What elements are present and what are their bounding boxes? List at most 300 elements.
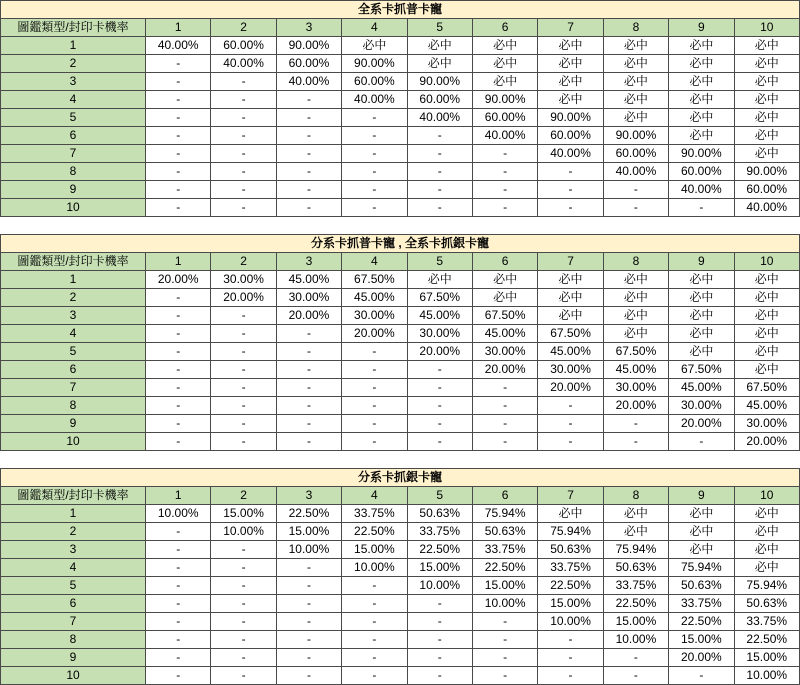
probability-cell: 50.63% [603,559,668,577]
probability-cell: - [146,343,211,361]
probability-cell: 必中 [734,91,799,109]
table-row [1,523,800,541]
row-header: 9 [1,415,146,433]
probability-cell: - [146,433,211,451]
probability-cell: 必中 [734,145,799,163]
table-row [1,361,800,379]
probability-cell: - [342,379,407,397]
row-header: 9 [1,649,146,667]
row-header: 1 [1,505,146,523]
probability-cell: - [407,397,472,415]
row-header: 4 [1,559,146,577]
probability-cell: 必中 [472,289,537,307]
probability-cell: 75.94% [669,559,734,577]
column-header: 8 [603,19,668,37]
probability-cell: 20.00% [276,307,341,325]
row-header: 8 [1,163,146,181]
corner-header: 圖鑑類型/封印卡機率 [1,253,146,271]
probability-cell: 90.00% [538,109,603,127]
probability-cell: 22.50% [407,541,472,559]
probability-cell: 22.50% [276,505,341,523]
probability-cell: 75.94% [734,577,799,595]
row-header: 8 [1,397,146,415]
probability-cell: 20.00% [669,649,734,667]
probability-cell: 必中 [734,541,799,559]
probability-cell: 必中 [669,307,734,325]
probability-cell: 60.00% [276,55,341,73]
probability-cell: - [211,91,276,109]
probability-cell: - [342,181,407,199]
probability-cell: - [146,289,211,307]
table-row [1,343,800,361]
row-header: 6 [1,595,146,613]
probability-cell: - [211,433,276,451]
probability-cell: 10.00% [342,559,407,577]
table-row [1,289,800,307]
probability-cell: 必中 [669,73,734,91]
probability-cell: 必中 [538,307,603,325]
table-row [1,145,800,163]
probability-cell: 20.00% [407,343,472,361]
table-row [1,55,800,73]
probability-cell: - [538,667,603,685]
probability-cell: 22.50% [669,613,734,631]
probability-cell: 必中 [734,523,799,541]
probability-cell: - [276,433,341,451]
probability-cell: - [146,199,211,217]
probability-cell: 15.00% [669,631,734,649]
column-header: 9 [669,487,734,505]
table-row [1,379,800,397]
probability-cell: - [146,631,211,649]
probability-cell: 20.00% [146,271,211,289]
probability-cell: 90.00% [472,91,537,109]
probability-cell: 必中 [669,343,734,361]
probability-cell: - [342,361,407,379]
probability-cell: - [146,559,211,577]
table-header-row [1,487,800,505]
table-title-row [1,1,800,19]
probability-cell: - [603,415,668,433]
column-header: 10 [734,19,799,37]
probability-cell: - [472,145,537,163]
probability-cell: 必中 [669,91,734,109]
column-header: 3 [276,253,341,271]
probability-cell: 90.00% [669,145,734,163]
probability-cell: - [538,397,603,415]
probability-cell: - [342,415,407,433]
probability-cell: - [211,667,276,685]
probability-cell: - [146,325,211,343]
probability-cell: 必中 [669,289,734,307]
probability-cell: 30.00% [472,343,537,361]
probability-cell: 90.00% [276,37,341,55]
probability-cell: - [603,649,668,667]
probability-cell: 必中 [734,73,799,91]
column-header: 5 [407,19,472,37]
probability-cell: 45.00% [472,325,537,343]
table-row [1,541,800,559]
probability-cell: 45.00% [342,289,407,307]
probability-cell: - [211,379,276,397]
probability-cell: - [342,109,407,127]
probability-cell: 75.94% [538,523,603,541]
column-header: 8 [603,487,668,505]
probability-cell: 必中 [407,55,472,73]
probability-cell: 必中 [734,127,799,145]
table-row [1,163,800,181]
table-row [1,595,800,613]
probability-cell: 必中 [603,73,668,91]
probability-cell: 30.00% [342,307,407,325]
probability-cell: 必中 [342,37,407,55]
table-title: 分系卡抓普卡寵 , 全系卡抓銀卡寵 [1,235,800,253]
probability-cell: - [146,361,211,379]
probability-cell: 30.00% [538,361,603,379]
probability-cell: 必中 [603,307,668,325]
table-row [1,37,800,55]
probability-cell: - [276,379,341,397]
probability-cell: 40.00% [407,109,472,127]
probability-cell: 必中 [538,73,603,91]
table-row [1,73,800,91]
probability-cell: 必中 [669,325,734,343]
probability-cell: - [276,127,341,145]
column-header: 7 [538,253,603,271]
probability-cell: - [146,379,211,397]
probability-cell: 30.00% [211,271,276,289]
probability-cell: 10.00% [211,523,276,541]
probability-cell: 90.00% [342,55,407,73]
table-row [1,631,800,649]
probability-cell: - [407,415,472,433]
row-header: 4 [1,91,146,109]
table-row [1,433,800,451]
probability-cell: 必中 [603,109,668,127]
probability-cell: 10.00% [603,631,668,649]
probability-cell: - [603,199,668,217]
row-header: 4 [1,325,146,343]
probability-cell: - [146,595,211,613]
probability-cell: - [211,199,276,217]
probability-cell: 20.00% [342,325,407,343]
probability-cell: 必中 [538,505,603,523]
probability-cell: 必中 [734,361,799,379]
probability-cell: - [276,91,341,109]
probability-cell: - [146,613,211,631]
probability-cell: - [407,433,472,451]
probability-cell: 必中 [472,37,537,55]
column-header: 6 [472,253,537,271]
column-header: 10 [734,487,799,505]
probability-cell: 15.00% [276,523,341,541]
probability-cell: - [211,163,276,181]
column-header: 3 [276,19,341,37]
probability-table-3 [0,468,800,685]
table-header-row [1,19,800,37]
probability-cell: - [407,613,472,631]
probability-cell: - [407,595,472,613]
probability-cell: 67.50% [669,361,734,379]
probability-cell: - [472,415,537,433]
probability-cell: 必中 [669,541,734,559]
probability-cell: - [146,307,211,325]
probability-cell: - [211,307,276,325]
probability-cell: - [211,541,276,559]
column-header: 1 [146,487,211,505]
probability-cell: - [276,559,341,577]
probability-table-1 [0,0,800,217]
probability-cell: - [472,163,537,181]
probability-cell: - [603,433,668,451]
probability-cell: 67.50% [538,325,603,343]
probability-cell: 33.75% [472,541,537,559]
probability-cell: - [211,145,276,163]
column-header: 9 [669,253,734,271]
probability-cell: 40.00% [146,37,211,55]
table-row [1,415,800,433]
table-row [1,397,800,415]
probability-cell: - [276,415,341,433]
probability-cell: - [342,577,407,595]
probability-cell: - [211,181,276,199]
probability-cell: 50.63% [472,523,537,541]
probability-cell: - [407,145,472,163]
probability-cell: - [407,667,472,685]
probability-cell: 40.00% [538,145,603,163]
probability-cell: 33.75% [342,505,407,523]
column-header: 6 [472,19,537,37]
column-header: 6 [472,487,537,505]
table-title-row [1,235,800,253]
probability-cell: 67.50% [342,271,407,289]
probability-cell: 必中 [538,271,603,289]
probability-cell: 15.00% [407,559,472,577]
probability-cell: - [342,127,407,145]
probability-cell: 必中 [603,91,668,109]
probability-cell: 45.00% [276,271,341,289]
probability-cell: - [276,613,341,631]
probability-cell: 必中 [734,289,799,307]
probability-cell: 必中 [472,271,537,289]
probability-cell: 必中 [669,271,734,289]
probability-cell: - [211,577,276,595]
probability-cell: - [211,415,276,433]
table-row [1,199,800,217]
probability-cell: - [342,631,407,649]
probability-cell: - [472,199,537,217]
probability-cell: 必中 [603,55,668,73]
probability-cell: 必中 [603,289,668,307]
probability-cell: 50.63% [538,541,603,559]
probability-cell: - [211,397,276,415]
probability-cell: - [407,649,472,667]
probability-cell: 60.00% [472,109,537,127]
probability-cell: - [146,127,211,145]
probability-cell: 必中 [734,343,799,361]
probability-cell: 20.00% [734,433,799,451]
column-header: 1 [146,19,211,37]
probability-cell: 22.50% [472,559,537,577]
probability-cell: - [669,433,734,451]
probability-cell: - [146,397,211,415]
probability-cell: - [538,433,603,451]
probability-cell: 必中 [407,271,472,289]
probability-cell: 20.00% [603,397,668,415]
column-header: 7 [538,19,603,37]
row-header: 3 [1,73,146,91]
probability-cell: 30.00% [407,325,472,343]
row-header: 2 [1,55,146,73]
probability-cell: - [276,649,341,667]
row-header: 5 [1,343,146,361]
probability-cell: - [342,595,407,613]
row-header: 3 [1,307,146,325]
probability-cell: - [538,415,603,433]
table-row [1,307,800,325]
table-title-row [1,469,800,487]
probability-cell: 40.00% [603,163,668,181]
row-header: 5 [1,577,146,595]
probability-cell: - [146,91,211,109]
probability-cell: 必中 [669,37,734,55]
probability-cell: - [276,631,341,649]
probability-cell: - [407,199,472,217]
probability-cell: - [276,325,341,343]
probability-cell: 50.63% [407,505,472,523]
probability-cell: - [407,631,472,649]
probability-cell: 必中 [407,37,472,55]
table-row [1,505,800,523]
probability-cell: - [342,199,407,217]
row-header: 2 [1,289,146,307]
table-row [1,271,800,289]
probability-cell: 必中 [734,307,799,325]
probability-cell: - [146,55,211,73]
column-header: 2 [211,487,276,505]
probability-cell: - [472,649,537,667]
probability-cell: 90.00% [407,73,472,91]
corner-header: 圖鑑類型/封印卡機率 [1,487,146,505]
row-header: 7 [1,379,146,397]
probability-cell: - [669,199,734,217]
probability-cell: - [211,109,276,127]
probability-cell: 22.50% [734,631,799,649]
probability-cell: 必中 [538,55,603,73]
column-header: 7 [538,487,603,505]
probability-cell: - [211,73,276,91]
probability-cell: 必中 [669,127,734,145]
probability-cell: 必中 [538,289,603,307]
probability-cell: - [472,379,537,397]
probability-cell: 必中 [538,91,603,109]
probability-cell: 必中 [734,55,799,73]
column-header: 5 [407,253,472,271]
probability-cell: - [342,163,407,181]
table-row [1,325,800,343]
probability-cell: - [211,361,276,379]
probability-cell: - [603,667,668,685]
row-header: 9 [1,181,146,199]
probability-cell: - [276,361,341,379]
row-header: 2 [1,523,146,541]
probability-cell: 必中 [472,73,537,91]
table-row [1,181,800,199]
probability-cell: - [276,181,341,199]
probability-cell: 10.00% [734,667,799,685]
probability-cell: 67.50% [407,289,472,307]
probability-cell: 10.00% [538,613,603,631]
probability-cell: 必中 [734,559,799,577]
probability-cell: - [538,199,603,217]
probability-cell: 40.00% [472,127,537,145]
probability-cell: 必中 [472,55,537,73]
probability-cell: - [603,181,668,199]
probability-cell: 40.00% [276,73,341,91]
column-header: 8 [603,253,668,271]
probability-cell: 30.00% [276,289,341,307]
column-header: 10 [734,253,799,271]
row-header: 5 [1,109,146,127]
probability-cell: 必中 [669,109,734,127]
probability-cell: 50.63% [734,595,799,613]
probability-cell: - [276,343,341,361]
probability-cell: - [276,163,341,181]
probability-cell: - [538,181,603,199]
probability-cell: 67.50% [603,343,668,361]
probability-cell: 90.00% [734,163,799,181]
row-header: 7 [1,613,146,631]
probability-cell: 40.00% [342,91,407,109]
probability-cell: - [342,433,407,451]
row-header: 10 [1,199,146,217]
probability-table-2 [0,234,800,451]
probability-cell: 40.00% [734,199,799,217]
probability-cell: 45.00% [603,361,668,379]
probability-cell: 33.75% [538,559,603,577]
probability-cell: 22.50% [342,523,407,541]
probability-cell: - [538,163,603,181]
probability-cell: 45.00% [538,343,603,361]
probability-cell: - [211,631,276,649]
probability-cell: - [407,163,472,181]
row-header: 7 [1,145,146,163]
probability-cell: 33.75% [734,613,799,631]
probability-cell: - [146,415,211,433]
probability-cell: 60.00% [538,127,603,145]
probability-cell: - [276,145,341,163]
probability-cell: 40.00% [211,55,276,73]
probability-cell: - [342,667,407,685]
probability-cell: - [342,397,407,415]
probability-cell: 必中 [734,505,799,523]
probability-cell: - [472,631,537,649]
column-header: 2 [211,19,276,37]
probability-cell: 必中 [603,325,668,343]
table-row [1,613,800,631]
probability-cell: 67.50% [472,307,537,325]
probability-cell: - [146,145,211,163]
probability-cell: 必中 [603,505,668,523]
probability-cell: - [538,649,603,667]
probability-cell: 60.00% [407,91,472,109]
probability-cell: - [146,73,211,91]
table-title: 全系卡抓普卡寵 [1,1,800,19]
probability-cell: - [276,397,341,415]
probability-cell: 67.50% [734,379,799,397]
probability-cell: - [146,667,211,685]
table-gap [0,217,800,234]
